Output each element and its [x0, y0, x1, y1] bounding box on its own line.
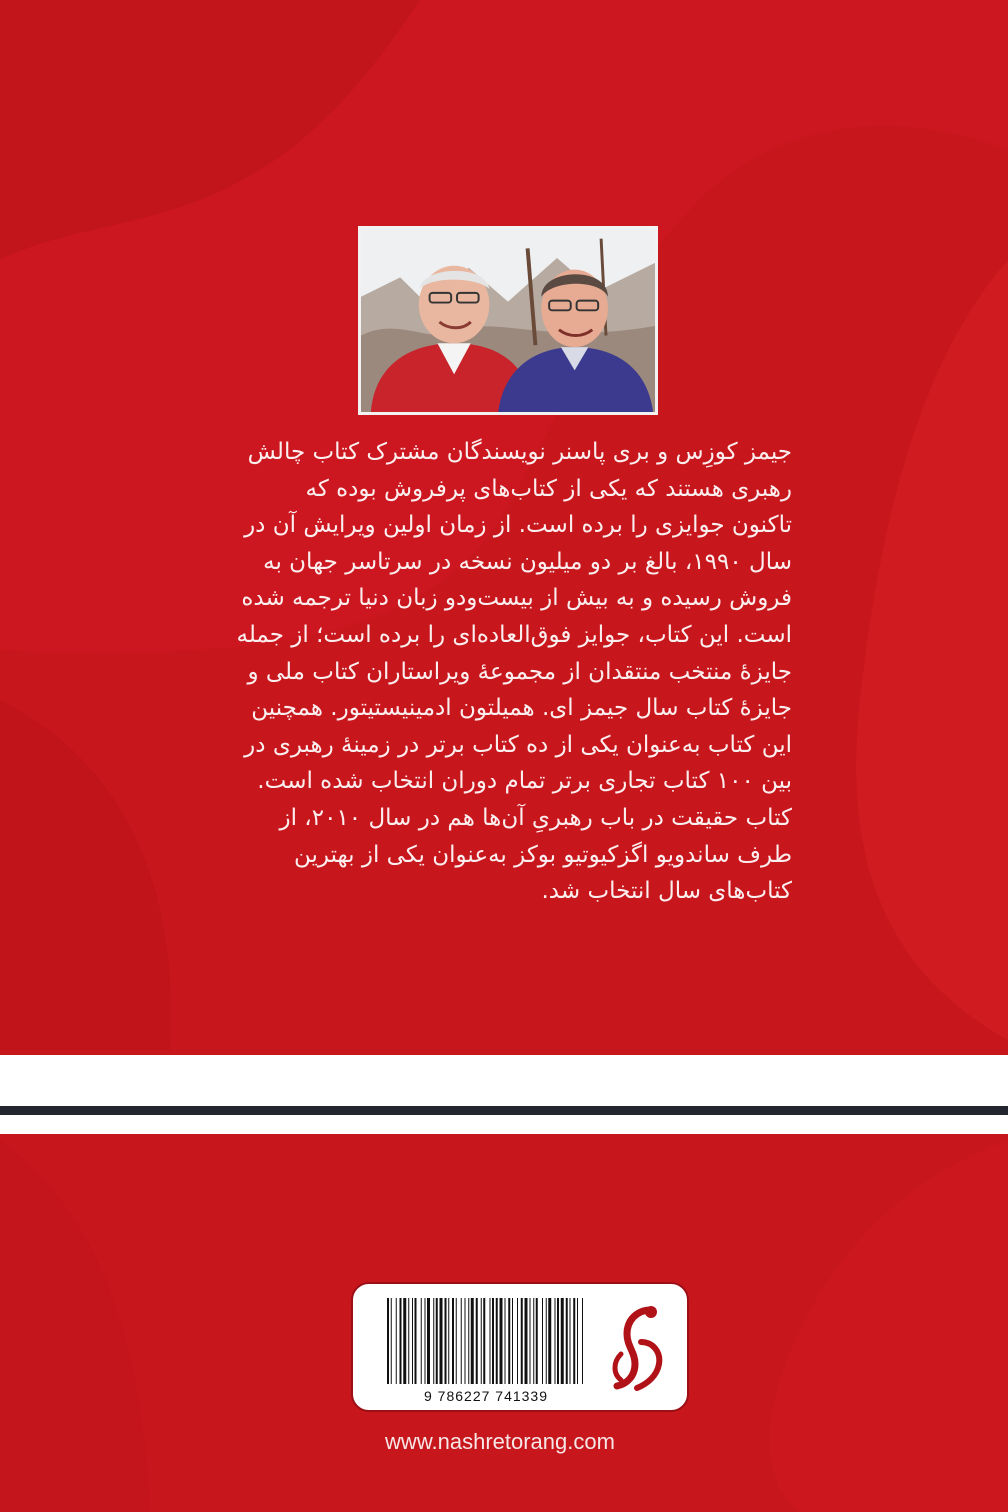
blurb-line: تاکنون جوایزی را برده است. از زمان اولین ویرایش آن در — [244, 512, 792, 539]
dark-stripe — [0, 1106, 1008, 1115]
blurb-line: است. این کتاب، جوایز فوق‌العاده‌ای را برده است؛ از جمله — [236, 621, 792, 648]
author-photo — [358, 226, 658, 415]
publisher-logo-icon — [607, 1302, 669, 1394]
blurb-line: طرف ساندویو اگزکیوتیو بوکز به‌عنوان یکی از بهترین — [294, 841, 792, 868]
blurb-line: سال ۱۹۹۰، بالغ بر دو میلیون نسخه در سرتاسر جهان به — [263, 548, 792, 575]
blurb-line: کتاب‌های سال انتخاب شد. — [541, 878, 792, 905]
blurb-line: جایزهٔ منتخب منتقدان از مجموعهٔ ویراستاران کتاب ملی و — [247, 658, 792, 685]
white-band — [0, 1055, 1008, 1134]
blurb-line: رهبری هستند که یکی از کتاب‌های پرفروش بوده که — [305, 475, 792, 502]
blurb-line: فروش رسیده و به بیش از بیست‌ودو زبان دنیا ترجمه شده — [241, 585, 792, 612]
publisher-website: www.nashretorang.com — [385, 1429, 615, 1454]
barcode-icon — [383, 1298, 589, 1384]
blurb-line: این کتاب به‌عنوان یکی از ده کتاب برتر در زمینهٔ رهبری در — [244, 731, 792, 758]
isbn-number: 9 786227 741339 — [424, 1388, 548, 1404]
author-portrait-icon — [361, 229, 655, 412]
author-blurb — [218, 434, 792, 910]
blurb-line: کتاب حقیقت در باب رهبریِ آن‌ها هم در سال ۲۰۱۰، از — [279, 804, 792, 831]
blurb-line: جیمز کوزِس و بری پاسنر نویسندگان مشترک کتاب چالش — [247, 439, 792, 465]
blurb-line: بین ۱۰۰ کتاب تجاری برتر تمام دوران انتخاب شده است. — [257, 768, 792, 795]
barcode-panel — [351, 1282, 689, 1412]
blurb-line: جایزهٔ کتاب سال جیمز ای. همیلتون ادمینیستیتور. همچنین — [251, 695, 792, 722]
